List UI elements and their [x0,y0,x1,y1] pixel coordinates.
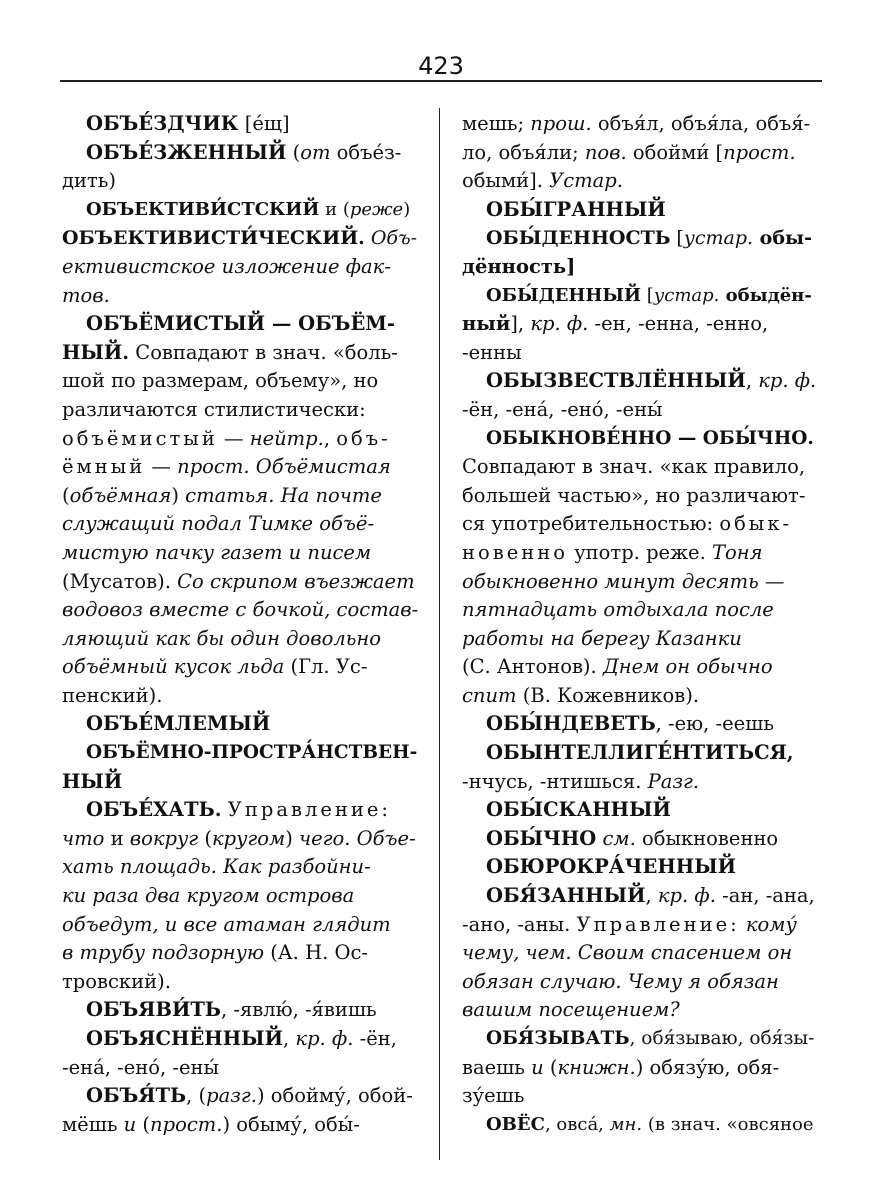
left-column-line [62,167,418,196]
entry-text: обыкновенно минут десять — [462,569,785,593]
right-column-line [462,568,818,597]
left-column-line [62,425,418,454]
entry-text: и [531,1055,544,1079]
headword: ОБЫ́ДЕННЫЙ [486,284,642,306]
entry-text: ) [171,483,186,507]
entry-text: ) обойму́, обой- [256,1084,413,1108]
headword: ОБЪЕКТИВИ́СТСКИЙ [86,198,320,220]
entry-text: вашим посещением? [462,998,680,1022]
entry-text: вокруг [129,826,199,850]
right-column-line [462,682,818,711]
entry-text: обыкновенно [635,826,779,850]
header-rule [60,80,822,82]
headword: ный [462,312,511,336]
right-column-line [462,625,818,654]
entry-text: обык- [719,512,793,536]
right-column-line [462,339,818,368]
entry-text: прост. [150,1112,223,1136]
page-number: 423 [418,52,464,80]
entry-text: (в знач. «овсяное [642,1113,814,1135]
left-column-line [62,453,418,482]
right-column-line [462,282,818,311]
entry-text: Совпадают в знач. «боль- [129,340,398,364]
left-column-line [62,996,418,1025]
entry-text: употр. реже. [568,540,712,564]
right-column-line [462,796,818,825]
entry-text: тровский). [62,969,171,993]
left-column-line [62,853,418,882]
headword: ОБЪЕ́ЗЖЕННЫЙ [86,140,287,164]
entry-text: объ- [336,426,391,450]
headword: ОБЯ́ЗАННЫЙ [486,884,646,908]
entry-text: Со скрипом въезжает [177,569,415,593]
headword: ОБЪЕКТИВИСТИ́ЧЕСКИЙ. [62,227,365,250]
entry-text: Объ- [364,227,418,250]
left-column-line [62,539,418,568]
entry-text: обязан случаю. Чему я обязан [462,969,779,993]
entry-text: реже [349,198,404,220]
entry-text: -енны [462,340,522,364]
column-divider [439,108,440,1160]
entry-text: обойми́ [ [626,140,724,164]
headword: ОБЫ́ЧНО [486,826,597,850]
left-column-line [62,682,418,711]
entry-text: служащий подал Тимке объё- [62,512,375,536]
entry-text: , [283,1027,296,1050]
entry-text: (Мусатов). [62,569,178,593]
entry-text: мешь; [462,112,531,135]
entry-text: [ [641,284,654,306]
entry-text: пятнадцать отдыхала после [462,598,774,622]
entry-text: чему, чем. Своим спасением он [462,941,793,965]
left-column-line [62,1082,418,1111]
headword: ОБЪЕ́МЛЕМЫЙ [86,712,271,736]
entry-text: , [645,884,658,908]
left-column-line [62,768,418,797]
headword: ОБЪЕ́ЗДЧИК [86,112,239,135]
right-column-line [462,539,818,568]
right-column [462,110,818,1139]
entry-text: большей частью», но различают- [462,483,806,507]
entry-text: -ена́, -ено́, -ены́ [62,1055,220,1079]
entry-text: -ан, -ана, [715,884,815,908]
entry-text: ся употребительностью: [462,512,720,536]
entry-text: прост. Объёмистая [177,455,391,479]
headword: ОБЪЯСНЁННЫЙ [86,1027,284,1050]
entry-text: и [104,826,130,850]
headword: НЫЙ [62,769,123,793]
right-column-line [462,425,818,454]
headword: ОБЪЯ́ТЬ [86,1084,187,1108]
right-column-line [462,1082,818,1111]
entry-text: -нчусь, -нтишься. [462,769,648,793]
left-column-line [62,510,418,539]
entry-text: кр. ф. [758,369,817,393]
left-column-line [62,482,418,511]
right-column-line [462,367,818,396]
right-column-line [462,253,818,282]
entry-text: , [323,426,337,450]
entry-text: чего. Объе- [299,826,416,850]
left-column-line [62,568,418,597]
entry-text: ) [285,826,299,850]
headword: обыдён- [719,284,812,306]
left-column-line [62,224,418,253]
entry-text: ективистское изложение фак- [62,254,391,278]
entry-text: статья. На почте [185,483,382,507]
entry-text: мёшь [62,1112,124,1136]
entry-text: мистую пачку газет и писем [62,540,372,564]
entry-text: книжн. [557,1055,636,1079]
entry-text: ки раза два кругом острова [62,884,355,908]
entry-text: спит [462,683,517,707]
headword: ОБЫНТЕЛЛИГЕ́НТИТЬСЯ, [486,741,794,765]
entry-text: новенно [462,540,568,564]
right-column-line [462,139,818,168]
right-column-line [462,853,818,882]
right-column-line [462,310,818,339]
headword: ОБЪЁМИСТЫЙ — ОБЪЁМ- [86,312,395,336]
left-column-line [62,196,418,225]
entry-text: ( [286,140,301,164]
entry-text: ляющий как бы один довольно [62,626,381,650]
entry-text: ], [510,312,531,336]
entry-text: ( [198,826,212,850]
left-column-line [62,796,418,825]
entry-text: (В. Кожевников). [516,683,700,707]
right-column-line [462,453,818,482]
entry-text: -ен, -енна, -енно, [588,312,769,336]
entry-text: Тоня [711,540,763,564]
left-column-line [62,882,418,911]
entry-text: разг. [206,1084,257,1108]
left-column-line [62,825,418,854]
entry-text: кому́ [745,912,797,936]
entry-text: Управление: [227,798,391,822]
right-column-line [462,1111,818,1140]
left-column-line [62,1111,418,1140]
entry-text: кр. ф. [530,312,589,336]
entry-text: устар. [683,227,754,250]
left-column-line [62,310,418,339]
headword: ОБЮРОКРА́ЧЕННЫЙ [486,855,737,879]
entry-text: ) обязу́ю, обя- [635,1055,780,1079]
entry-text: кр. ф. [295,1027,354,1050]
entry-text: прост. [723,140,796,164]
entry-text: , -явлю́, -я́вишь [221,998,377,1022]
left-column-line [62,282,418,311]
entry-text: ) [403,198,411,220]
entry-text: кругом [211,826,286,850]
left-column-line [62,710,418,739]
right-column-line [462,224,818,253]
entry-text: шой по размерам, объему», но [62,369,379,393]
entry-text: что [62,826,105,850]
entry-text: объёмная [69,483,172,507]
headword: ОБЫЗВЕСТВЛЁННЫЙ [486,369,746,393]
entry-text: Устар. [549,169,623,193]
entry-text: и ( [319,198,350,220]
entry-text: обыми́]. [462,169,550,193]
right-column-line [462,196,818,225]
left-column-line [62,367,418,396]
entry-text: кр. ф. [657,884,716,908]
entry-text: Совпадают в знач. «как правило, [462,455,806,479]
entry-text: [е́щ] [238,112,290,135]
entry-text: ёмный [62,455,146,479]
entry-text: мн. [609,1113,643,1135]
entry-text: прош. [530,112,592,135]
entry-text: ) обыму́, обы́- [222,1112,360,1136]
entry-text: — [217,426,250,450]
entry-text: зу́ешь [462,1084,525,1108]
right-column-line [462,482,818,511]
headword: ОБЫ́СКАННЫЙ [486,798,671,822]
entry-text: ло, объя́ли; [462,140,585,164]
headword: ОБЫ́ДЕННОСТЬ [486,227,671,250]
headword: ОБЫ́ГРАННЫЙ [486,197,666,221]
entry-text: объёмистый [62,426,218,450]
right-column-line [462,710,818,739]
right-column-line [462,396,818,425]
entry-text: -ён, [353,1027,397,1050]
entry-text: , [745,369,759,393]
entry-text: Днем он обычно [602,655,773,679]
left-column-line [62,625,418,654]
left-column-line [62,939,418,968]
entry-text: работы на берегу Казанки [462,626,742,650]
right-column-line [462,996,818,1025]
entry-text: Управление: [576,912,740,936]
right-column-line [462,825,818,854]
headword: ОБЪЁМНО-ПРОСТРА́НСТВЕН- [86,742,418,764]
entry-text: нейтр. [249,426,324,450]
entry-text: пов. [584,140,627,164]
entry-text: , овса́, [544,1113,610,1135]
right-column-line [462,911,818,940]
right-column-line [462,882,818,911]
left-column-line [62,396,418,425]
entry-text: дить) [62,169,117,193]
entry-text: см. [602,826,636,850]
left-column-line [62,1054,418,1083]
left-column-line [62,596,418,625]
entry-text: ( [543,1055,558,1079]
entry-text: в трубу подзорную [62,941,265,965]
right-column-line [462,510,818,539]
left-column-line [62,339,418,368]
entry-text: ( [62,483,70,507]
left-column-line [62,139,418,168]
entry-text: -ён, -ена́, -ено́, -ены́ [462,397,663,421]
headword: ОБЪЕ́ХАТЬ. [86,798,222,822]
right-column-line [462,768,818,797]
left-column-line [62,911,418,940]
right-column-line [462,1025,818,1054]
entry-text: объя́л, объя́ла, объя́- [591,112,811,135]
right-column-line [462,968,818,997]
right-column-line [462,939,818,968]
entry-text: объе́з- [330,140,402,164]
headword: ОВЁС [486,1113,545,1135]
entry-text: ваешь [462,1055,532,1079]
entry-text: Разг. [647,769,700,793]
left-column-line [62,653,418,682]
entry-text: (А. Н. Ос- [264,941,368,965]
left-column-line [62,1025,418,1054]
headword: ОБЪЯВИ́ТЬ [86,998,222,1022]
entry-text: — [145,455,178,479]
entry-text: (С. Антонов). [462,655,603,679]
entry-text: , ( [186,1084,207,1108]
entry-text: -ано, -аны. [462,912,577,936]
left-column-line [62,968,418,997]
right-column-line [462,653,818,682]
entry-text: пенский). [62,683,163,707]
right-column-line [462,110,818,139]
headword: обы- [753,227,812,250]
entry-text: устар. [653,284,720,306]
entry-text: и [123,1112,137,1136]
entry-text: хать площадь. Как разбойни- [62,855,371,879]
left-column-line [62,253,418,282]
entry-text: (Гл. Ус- [284,655,368,679]
headword: дённость] [462,254,576,278]
headword: ОБЫКНОВЕ́ННО — ОБЫ́ЧНО. [486,427,814,449]
entry-text: ( [136,1112,151,1136]
left-column [62,110,418,1139]
entry-text: от [300,140,331,164]
right-column-line [462,167,818,196]
entry-text: водовоз вместе с бочкой, состав- [62,598,419,622]
right-column-line [462,1054,818,1083]
headword: ОБЫ́НДЕВЕТЬ [486,712,656,736]
entry-text: объёмный кусок льда [62,655,285,679]
left-column-line [62,110,418,139]
left-column-line [62,739,418,768]
headword: НЫЙ. [62,340,130,364]
entry-text: , -ею, -еешь [655,712,774,736]
entry-text: , обя́зываю, обя́зы- [629,1028,815,1049]
right-column-line [462,739,818,768]
right-column-line [462,596,818,625]
entry-text: объедут, и все атаман глядит [62,912,391,936]
entry-text: различаются стилистически: [62,397,366,421]
entry-text: [ [670,227,684,250]
headword: ОБЯ́ЗЫВАТЬ [486,1028,630,1049]
entry-text: тов. [62,283,110,307]
